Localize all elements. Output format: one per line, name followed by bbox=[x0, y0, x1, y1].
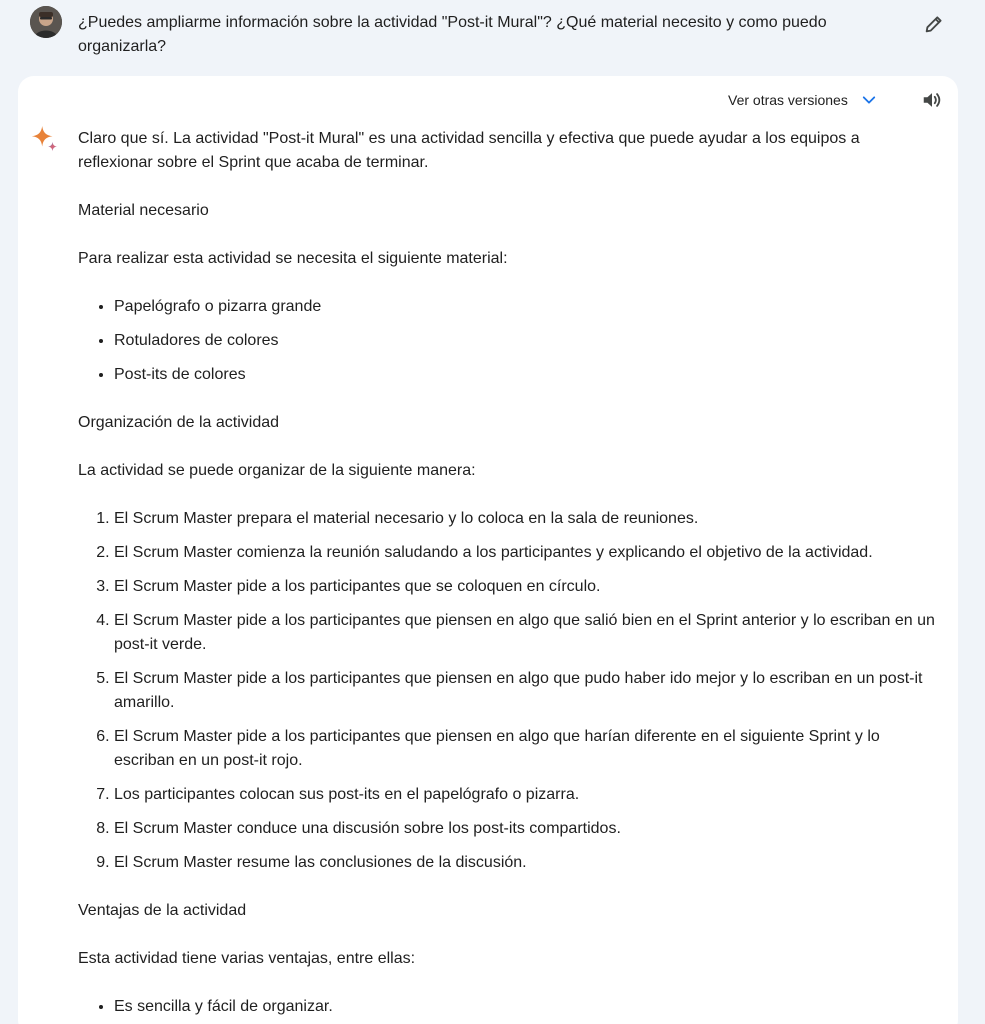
avatar[interactable] bbox=[30, 6, 62, 38]
user-avatar-icon bbox=[30, 6, 62, 38]
steps-list bbox=[78, 507, 938, 875]
organization-intro: La actividad se puede organizar de la siguiente manera: bbox=[78, 462, 476, 479]
response-body bbox=[78, 127, 938, 1024]
section-heading-advantages: Ventajas de la actividad bbox=[78, 902, 247, 919]
list-item: 1. El Scrum Master prepara el material necesario y lo coloca en la sala de reuniones. bbox=[114, 507, 938, 531]
speaker-icon bbox=[921, 89, 943, 111]
user-query-row bbox=[0, 0, 985, 74]
advantages-list bbox=[78, 995, 938, 1019]
user-query-text: ¿Puedes ampliarme información sobre la actividad "Post-it Mural"? ¿Qué material necesito y como puedo organizarla? bbox=[78, 14, 827, 55]
gemini-sparkle-icon bbox=[30, 124, 60, 154]
read-aloud-button[interactable] bbox=[918, 88, 946, 112]
pencil-icon bbox=[923, 13, 945, 35]
advantages-intro: Esta actividad tiene varias ventajas, entre ellas: bbox=[78, 950, 416, 967]
section-heading-organization: Organización de la actividad bbox=[78, 414, 280, 431]
other-versions-button[interactable] bbox=[728, 88, 878, 112]
list-item: 5. El Scrum Master pide a los participantes que piensen en algo que pudo haber ido mejor y lo escriban en un post-it amarillo. bbox=[114, 667, 938, 715]
list-item: 6. El Scrum Master pide a los participantes que piensen en algo que harían diferente en el siguiente Sprint y lo escriban en un post-it rojo. bbox=[114, 725, 938, 773]
list-item: 3. El Scrum Master pide a los participantes que se coloquen en círculo. bbox=[114, 575, 938, 599]
list-item: • Post-its de colores bbox=[114, 363, 938, 387]
response-toolbar bbox=[18, 76, 958, 124]
list-item: 9. El Scrum Master resume las conclusiones de la discusión. bbox=[114, 851, 938, 875]
list-item: 2. El Scrum Master comienza la reunión saludando a los participantes y explicando el objetivo de la actividad. bbox=[114, 541, 938, 565]
list-item: 7. Los participantes colocan sus post-its en el papelógrafo o pizarra. bbox=[114, 783, 938, 807]
chevron-down-icon bbox=[860, 91, 878, 109]
response-card bbox=[18, 76, 958, 1024]
list-item: • Es sencilla y fácil de organizar. bbox=[114, 995, 938, 1019]
other-versions-label: Ver otras versiones bbox=[728, 92, 848, 108]
list-item: • Papelógrafo o pizarra grande bbox=[114, 295, 938, 319]
answer-intro: Claro que sí. La actividad "Post-it Mural" es una actividad sencilla y efectiva que puede ayudar a los equipos a reflexionar sobre el Sprint que acaba de terminar. bbox=[78, 130, 860, 171]
materials-list bbox=[78, 295, 938, 387]
list-item: • Rotuladores de colores bbox=[114, 329, 938, 353]
list-item: 4. El Scrum Master pide a los participantes que piensen en algo que salió bien en el Sprint anterior y lo escriban en un post-it verde. bbox=[114, 609, 938, 657]
edit-query-button[interactable] bbox=[920, 10, 948, 38]
list-item: 8. El Scrum Master conduce una discusión sobre los post-its compartidos. bbox=[114, 817, 938, 841]
section-heading-material: Material necesario bbox=[78, 202, 209, 219]
material-intro: Para realizar esta actividad se necesita el siguiente material: bbox=[78, 250, 508, 267]
